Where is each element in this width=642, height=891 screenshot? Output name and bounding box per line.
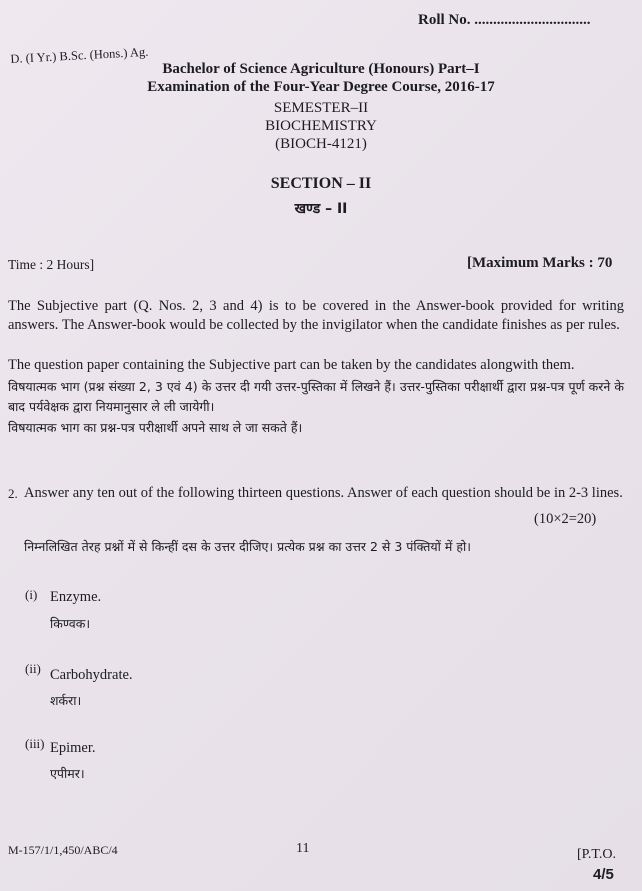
header-course-code: (BIOCH-4121) — [275, 136, 367, 152]
instruction-english-1: The Subjective part (Q. Nos. 2, 3 and 4) is to be covered in the Answer-book provided for writing answers. The Answer-book would be collected by the invigilator when the candidate finishes as per rules. — [8, 298, 624, 333]
question-marks: (10×2=20) — [534, 511, 597, 527]
item-1-hindi: किण्वक। — [50, 616, 91, 631]
maximum-marks: [Maximum Marks : 70 — [467, 255, 613, 271]
item-3-english: Epimer. — [50, 740, 96, 756]
header-subject: BIOCHEMISTRY — [265, 118, 377, 134]
footer-paper-code: M-157/1/1,450/ABC/4 — [8, 843, 118, 857]
item-2-number: (ii) — [25, 661, 41, 676]
roll-number: Roll No. ............................... — [418, 12, 591, 28]
header-semester: SEMESTER–II — [273, 100, 369, 116]
instruction-english-2: The question paper containing the Subjective part can be taken by the candidates alongwith them. — [8, 357, 575, 373]
instruction-hindi-1: विषयात्मक भाग (प्रश्न संख्या 2, 3 एवं 4) के उत्तर दी गयी उत्तर-पुस्तिका में लिखने हैं। उत्तर-पुस्तिका परीक्षार्थी द्वारा प्रश्न-पत्र पूर्ण करने के बाद पर्यवेक्षक द्वारा नियमानुसार ले ली जायेगी। — [8, 379, 624, 414]
instruction-hindi-2: विषयात्मक भाग का प्रश्न-पत्र परीक्षार्थी अपने साथ ले जा सकते हैं। — [8, 420, 303, 435]
question-text-hindi: निम्नलिखित तेरह प्रश्नों में से किन्हीं दस के उत्तर दीजिए। प्रत्येक प्रश्न का उत्तर 2 से 3 पंक्तियों में हो। — [24, 539, 471, 554]
item-3-number: (iii) — [25, 736, 45, 751]
paper-code-top: D. (I Yr.) B.Sc. (Hons.) Ag. — [10, 44, 149, 66]
item-1-number: (i) — [25, 587, 38, 602]
footer-pto: [P.T.O. — [577, 847, 617, 862]
item-2-english: Carbohydrate. — [50, 667, 133, 683]
header-examination: Examination of the Four-Year Degree Course, 2016-17 — [147, 79, 495, 95]
footer-page-fraction: 4/5 — [593, 866, 614, 883]
header-programme: Bachelor of Science Agriculture (Honours) Part–I — [162, 61, 480, 77]
item-2-hindi: शर्करा। — [50, 693, 82, 708]
item-1-english: Enzyme. — [50, 589, 102, 605]
section-title-hindi: खण्ड – II — [294, 201, 348, 217]
question-number: 2. — [8, 486, 18, 501]
question-text: Answer any ten out of the following thirteen questions. Answer of each question should be in 2-3 lines. — [24, 485, 623, 501]
item-3-hindi: एपीमर। — [50, 766, 85, 781]
section-title: SECTION – II — [270, 175, 372, 192]
footer-page-number: 11 — [296, 841, 310, 856]
time-allowed: Time : 2 Hours] — [8, 257, 95, 272]
